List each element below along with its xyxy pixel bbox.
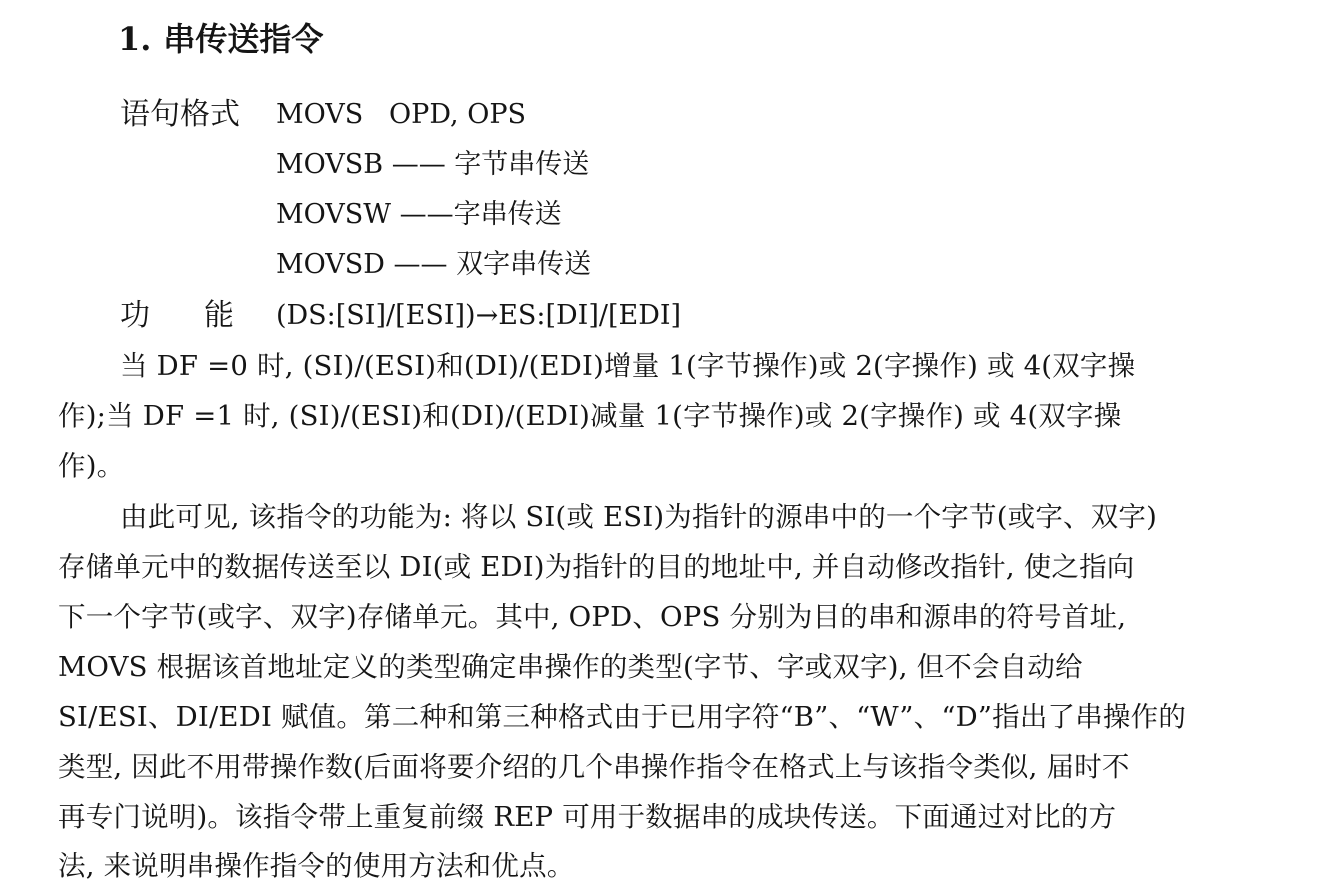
paragraph2-line: 再专门说明)。该指令带上重复前缀 REP 可用于数据串的成块传送。下面通过对比的方 bbox=[58, 801, 1117, 833]
paragraph2-line: 由此可见, 该指令的功能为: 将以 SI(或 ESI)为指针的源串中的一个字节(或字、双字) bbox=[120, 501, 1158, 533]
paragraph2-line: MOVS 根据该首地址定义的类型确定串操作的类型(字节、字或双字), 但不会自动给 bbox=[58, 651, 1083, 683]
syntax-line-movsb: MOVSB —— 字节串传送 bbox=[276, 149, 590, 180]
paragraph1-line: 作);当 DF =1 时, (SI)/(ESI)和(DI)/(EDI)减量 1(字节操作)或 2(字操作) 或 4(双字操 bbox=[58, 400, 1122, 432]
function-label-second: 能 bbox=[204, 298, 234, 333]
syntax-line-movsw: MOVSW ——字串传送 bbox=[276, 199, 562, 230]
section-title: 串传送指令 bbox=[163, 20, 324, 58]
paragraph2-line: 类型, 因此不用带操作数(后面将要介绍的几个串操作指令在格式上与该指令类似, 届时不 bbox=[58, 751, 1130, 783]
paragraph2-line: 存储单元中的数据传送至以 DI(或 EDI)为指针的目的地址中, 并自动修改指针, 使之指向 bbox=[58, 551, 1135, 583]
syntax-line-movs: MOVS OPD, OPS bbox=[276, 99, 527, 130]
function-label-first: 功 bbox=[120, 298, 150, 333]
function-label bbox=[120, 291, 234, 341]
syntax-label: 语句格式 bbox=[120, 97, 240, 132]
syntax-line-movsd: MOVSD —— 双字串传送 bbox=[276, 249, 592, 280]
paragraph2-line: SI/ESI、DI/EDI 赋值。第二种和第三种格式由于已用字符“B”、“W”、“D”指出了串操作的 bbox=[58, 701, 1187, 733]
paragraph1-line: 当 DF =0 时, (SI)/(ESI)和(DI)/(EDI)增量 1(字节操作)或 2(字操作) 或 4(双字操 bbox=[120, 350, 1136, 382]
paragraph2-line: 下一个字节(或字、双字)存储单元。其中, OPD、OPS 分别为目的串和源串的符号首址, bbox=[58, 601, 1127, 633]
paragraph2-line: 法, 来说明串操作指令的使用方法和优点。 bbox=[58, 850, 575, 882]
section-number: 1. bbox=[118, 20, 152, 58]
function-expression: (DS:[SI]/[ESI])→ES:[DI]/[EDI] bbox=[276, 300, 682, 331]
section-heading bbox=[118, 14, 323, 64]
paragraph1-line: 作)。 bbox=[58, 450, 125, 482]
